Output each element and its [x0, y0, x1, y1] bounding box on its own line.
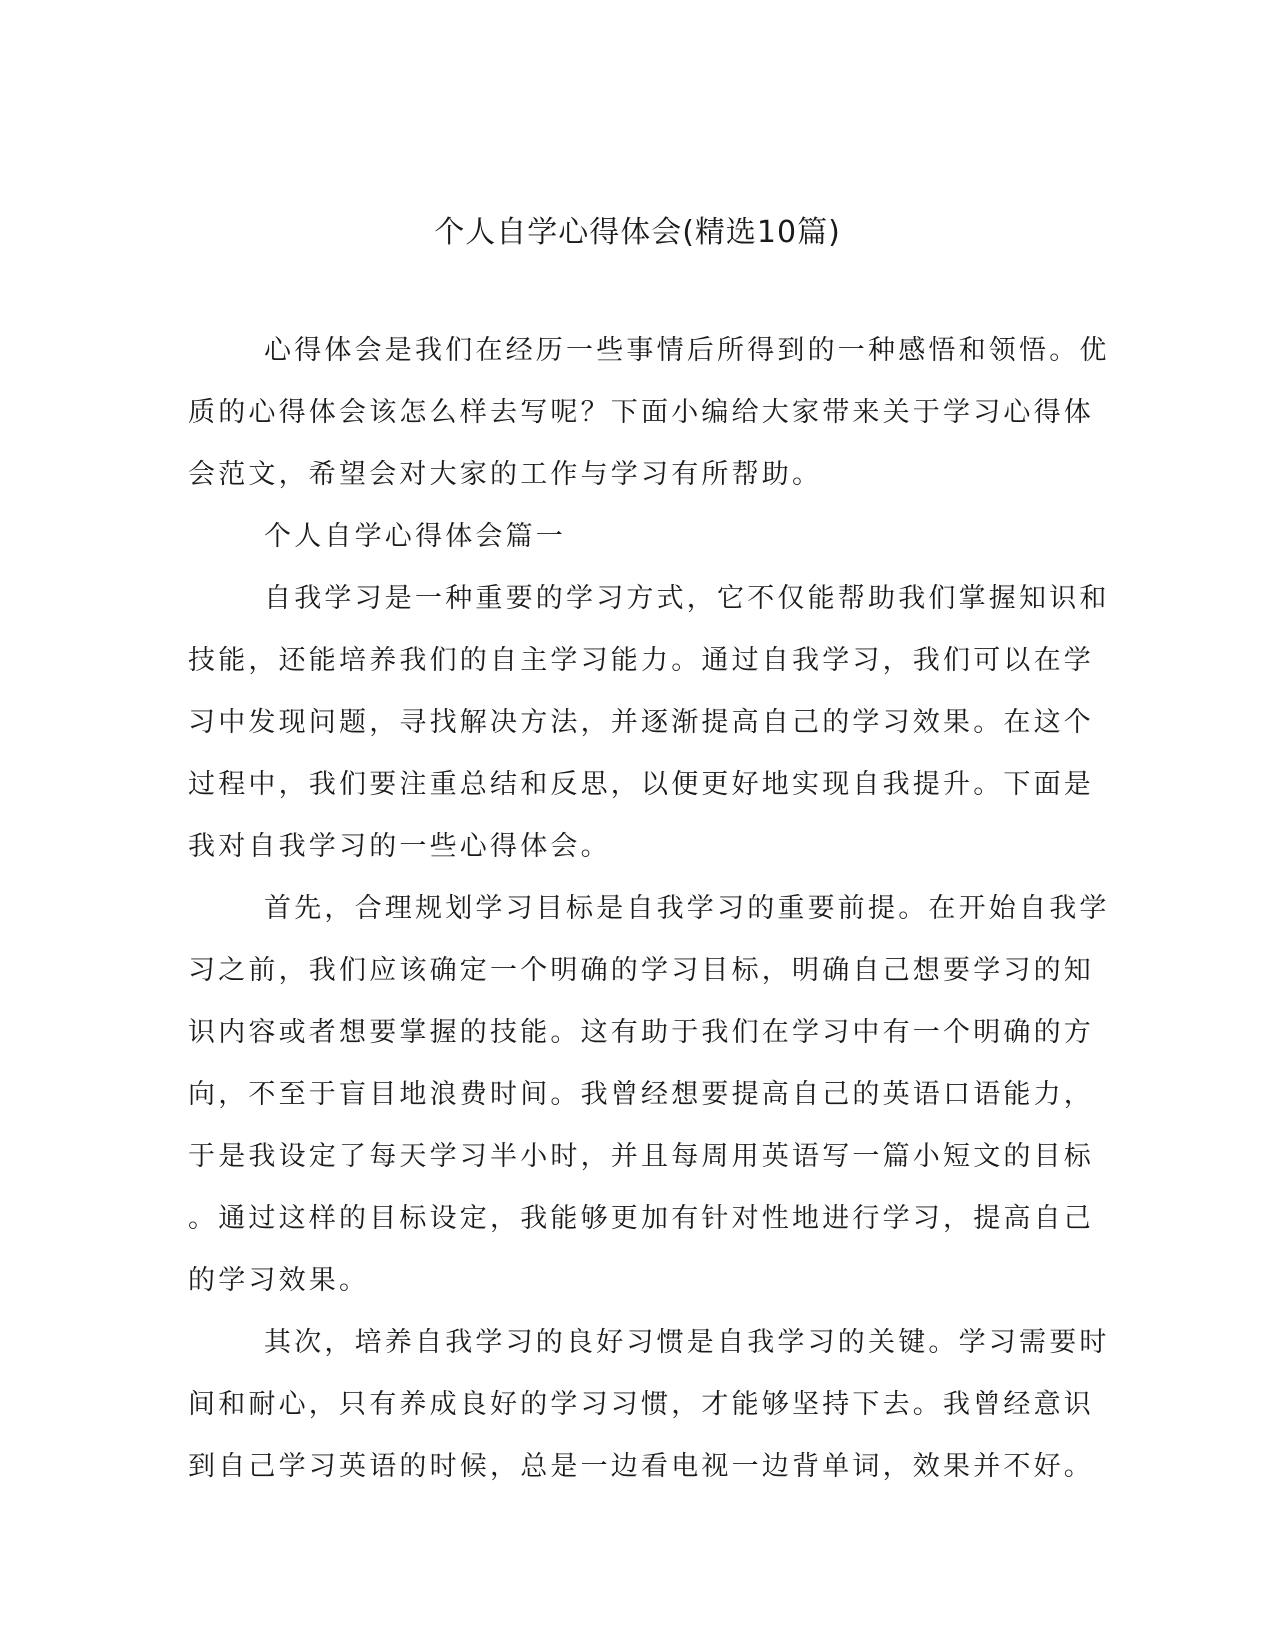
- text-line: 向，不至于盲目地浪费时间。我曾经想要提高自己的英语口语能力，: [188, 1079, 1094, 1110]
- text-line: 习中发现问题，寻找解决方法，并逐渐提高自己的学习效果。在这个: [188, 707, 1094, 738]
- body-paragraph: [188, 1312, 1110, 1498]
- text-line: 技能，还能培养我们的自主学习能力。通过自我学习，我们可以在学: [188, 645, 1094, 676]
- text-line: 质的心得体会该怎么样去写呢？下面小编给大家带来关于学习心得体: [188, 397, 1094, 428]
- section-heading-text: 个人自学心得体会篇一: [264, 521, 566, 552]
- text-line: 识内容或者想要掌握的技能。这有助于我们在学习中有一个明确的方: [188, 1017, 1094, 1048]
- text-line: 习之前，我们应该确定一个明确的学习目标，明确自己想要学习的知: [188, 955, 1094, 986]
- body-paragraph: [188, 568, 1110, 878]
- text-line: 到自己学习英语的时候，总是一边看电视一边背单词，效果并不好。: [188, 1451, 1094, 1482]
- section-heading: [188, 506, 1073, 568]
- document-title: 个人自学心得体会(精选10篇): [434, 215, 841, 250]
- text-line: 的学习效果。: [188, 1265, 370, 1296]
- intro-paragraph: [188, 320, 1110, 506]
- text-line: 。通过这样的目标设定，我能够更加有针对性地进行学习，提高自己: [188, 1203, 1094, 1234]
- document-body: [188, 320, 1110, 1498]
- text-line: 首先，合理规划学习目标是自我学习的重要前提。在开始自我学: [264, 893, 1110, 924]
- text-line: 过程中，我们要注重总结和反思，以便更好地实现自我提升。下面是: [188, 769, 1094, 800]
- body-paragraph: [188, 878, 1110, 1312]
- text-line: 会范文，希望会对大家的工作与学习有所帮助。: [188, 459, 823, 490]
- text-line: 于是我设定了每天学习半小时，并且每周用英语写一篇小短文的目标: [188, 1141, 1094, 1172]
- text-line: 自我学习是一种重要的学习方式，它不仅能帮助我们掌握知识和: [264, 583, 1110, 614]
- text-line: 我对自我学习的一些心得体会。: [188, 831, 611, 862]
- text-line: 心得体会是我们在经历一些事情后所得到的一种感悟和领悟。优: [264, 335, 1110, 366]
- text-line: 其次，培养自我学习的良好习惯是自我学习的关键。学习需要时: [264, 1327, 1110, 1358]
- text-line: 间和耐心，只有养成良好的学习习惯，才能够坚持下去。我曾经意识: [188, 1389, 1094, 1420]
